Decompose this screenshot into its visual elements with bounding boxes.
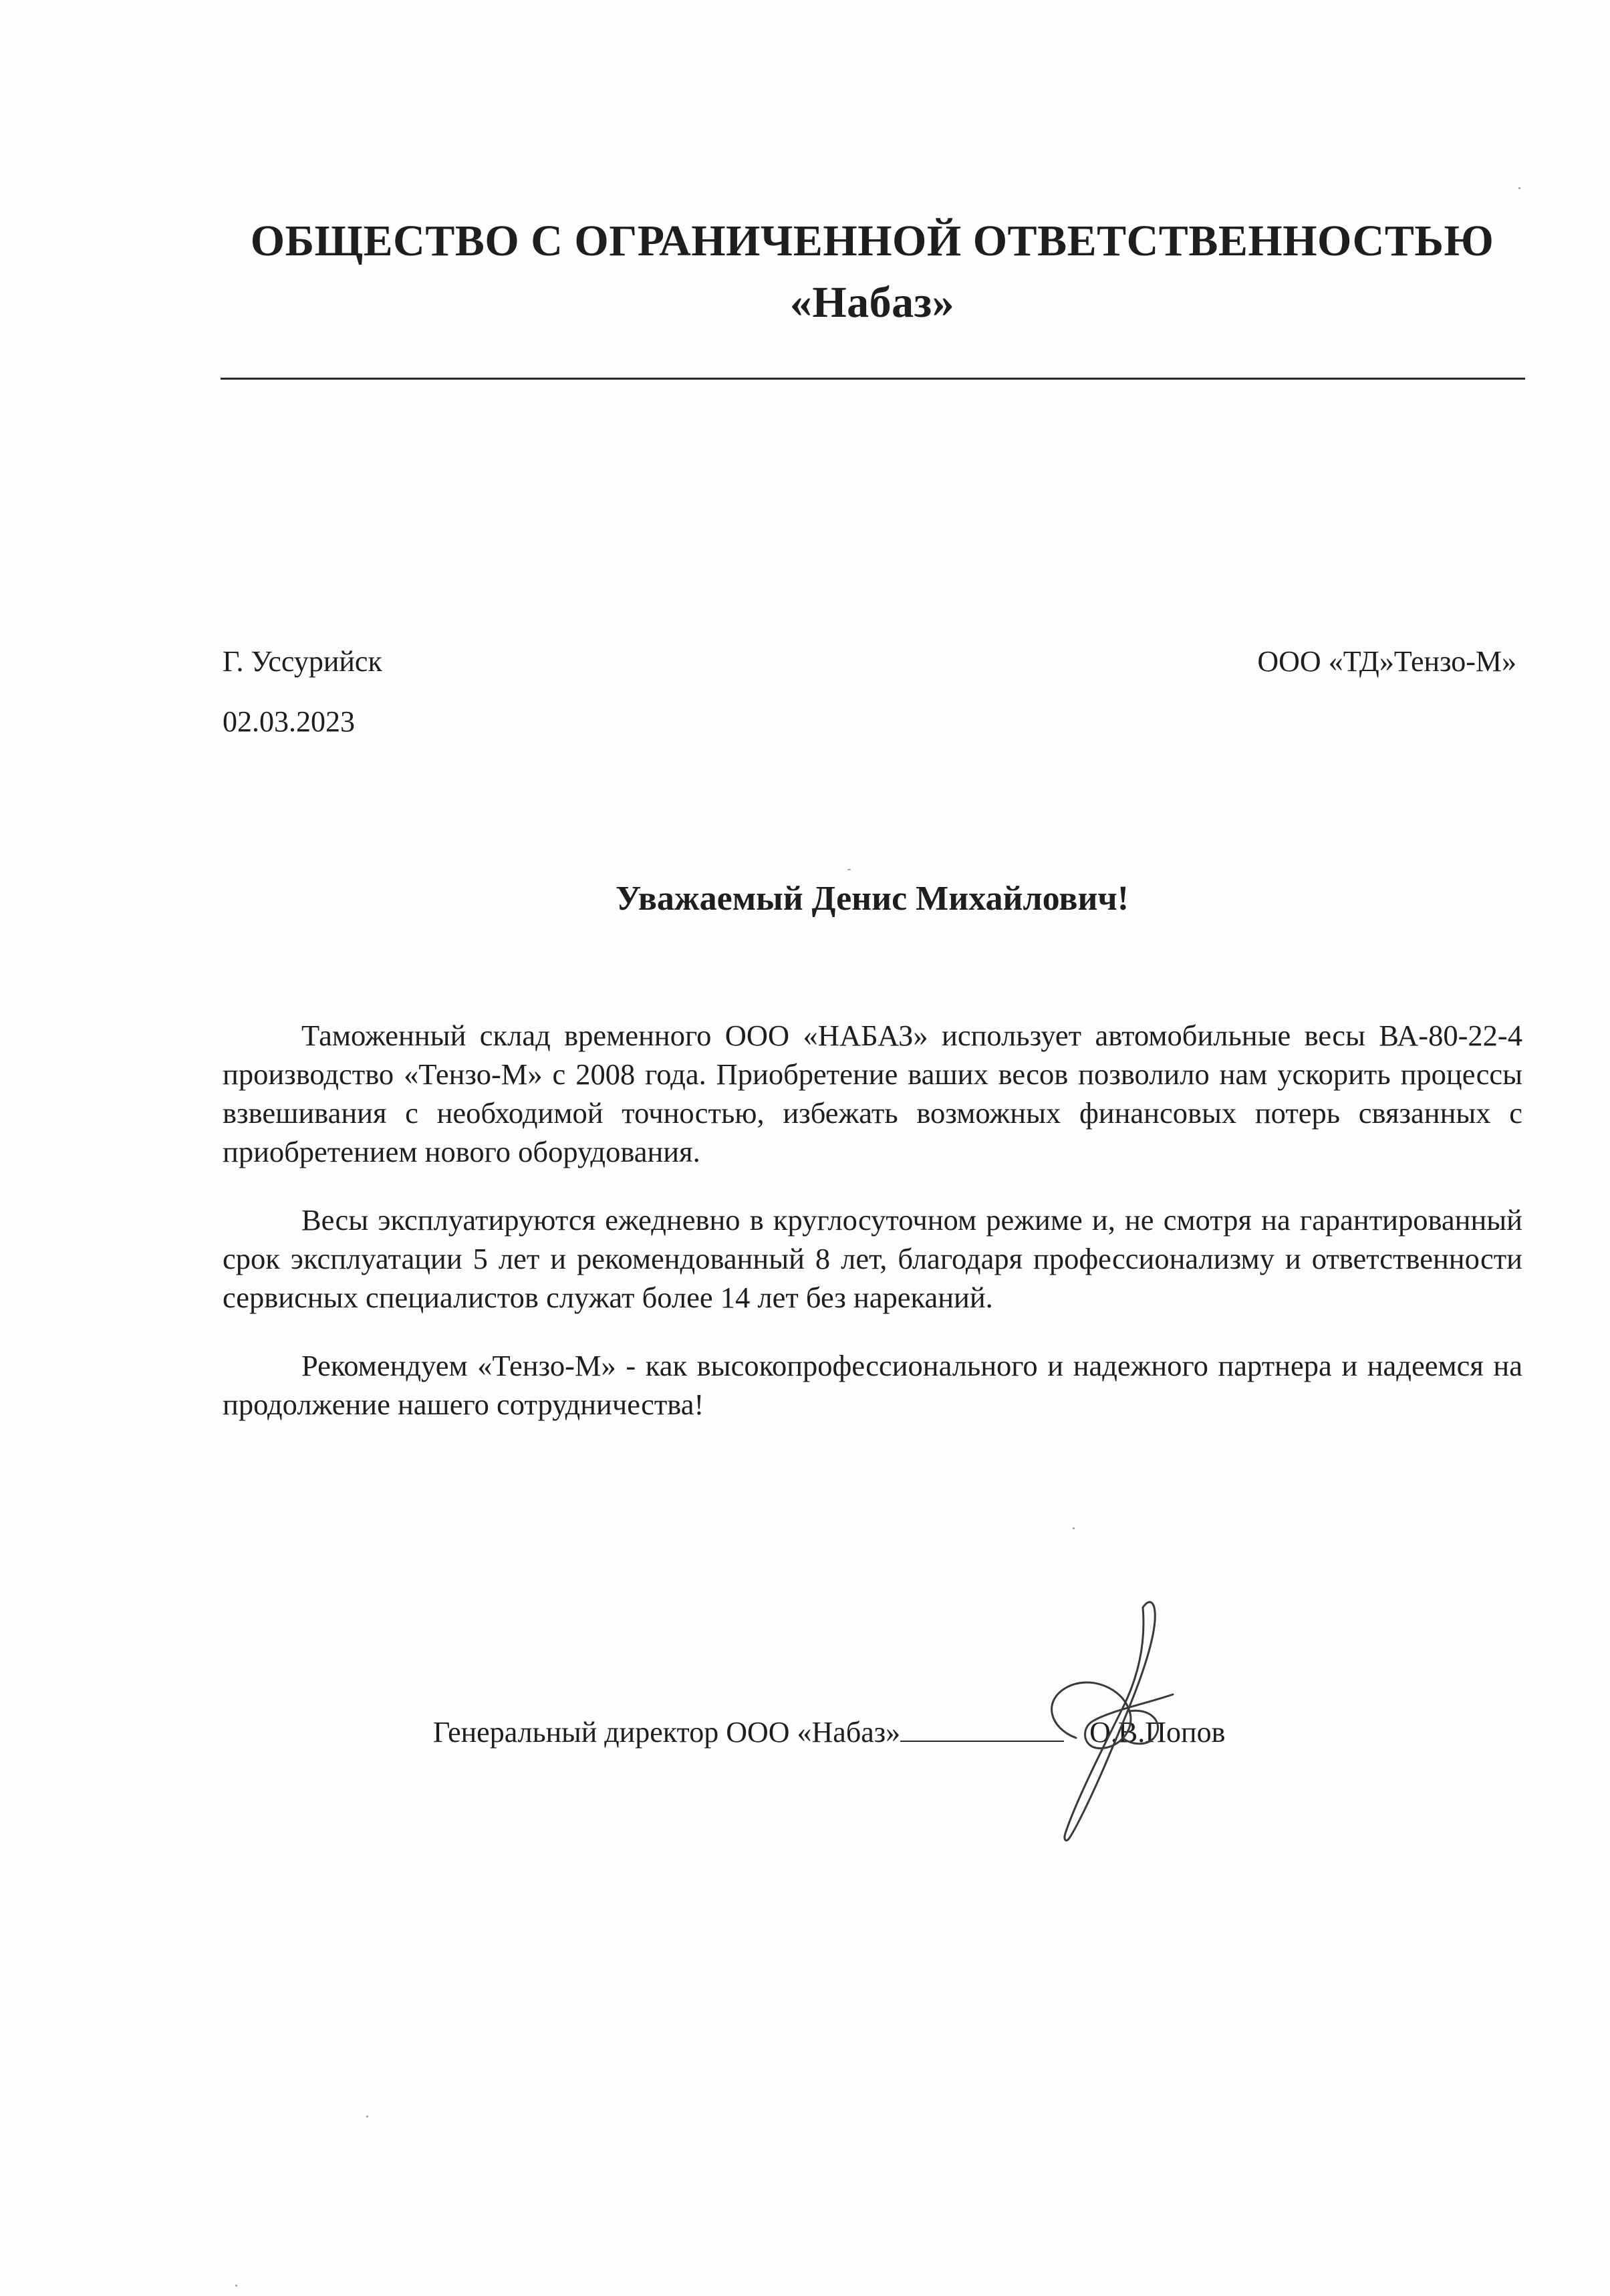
header-divider bbox=[221, 378, 1525, 380]
scan-speck bbox=[366, 2116, 368, 2118]
body-paragraph: Таможенный склад временного ООО «НАБАЗ» использует автомобильные весы ВА-80-22-4 производство «Тензо-М» с 2008 года. Приобретение ваших весов позволило нам ускорить процессы взвешивания с необходимой точностью, избежать возможных финансовых потерь связанных с приобретением нового оборудования. bbox=[223, 1019, 1522, 1168]
handwritten-signature bbox=[1029, 1594, 1210, 1848]
signatory-name: О.В.Попов bbox=[1089, 1716, 1226, 1749]
scan-speck bbox=[1073, 1527, 1075, 1529]
organization-title-line2: «Набаз» bbox=[789, 278, 955, 327]
scan-speck bbox=[1518, 187, 1520, 189]
organization-title-line1: ОБЩЕСТВО С ОГРАНИЧЕННОЙ ОТВЕТСТВЕННОСТЬЮ bbox=[250, 217, 1494, 265]
letter-date: 02.03.2023 bbox=[223, 705, 355, 738]
letter-meta-left bbox=[223, 632, 382, 752]
recipient-label: ООО «ТД»Тензо-М» bbox=[1257, 645, 1516, 678]
scan-speck bbox=[847, 869, 851, 870]
signatory-position: Генеральный директор ООО «Набаз» bbox=[433, 1716, 901, 1749]
recipient-block bbox=[1257, 632, 1516, 692]
letter-body bbox=[223, 1016, 1522, 1453]
scan-speck bbox=[235, 2285, 237, 2287]
body-paragraph: Весы эксплуатируются ежедневно в круглосуточном режиме и, не смотря на гарантированный срок эксплуатации 5 лет и рекомендованный 8 лет, благодаря профессионализму и ответственности сервисных специалистов служат более 14 лет без нареканий. bbox=[223, 1203, 1522, 1314]
body-paragraph: Рекомендуем «Тензо-М» - как высокопрофессионального и надежного партнера и надеемся на продолжение нашего сотрудничества! bbox=[223, 1349, 1522, 1421]
greeting-heading: Уважаемый Денис Михайлович! bbox=[615, 880, 1129, 918]
city-label: Г. Уссурийск bbox=[223, 645, 382, 678]
organization-title bbox=[221, 211, 1524, 334]
